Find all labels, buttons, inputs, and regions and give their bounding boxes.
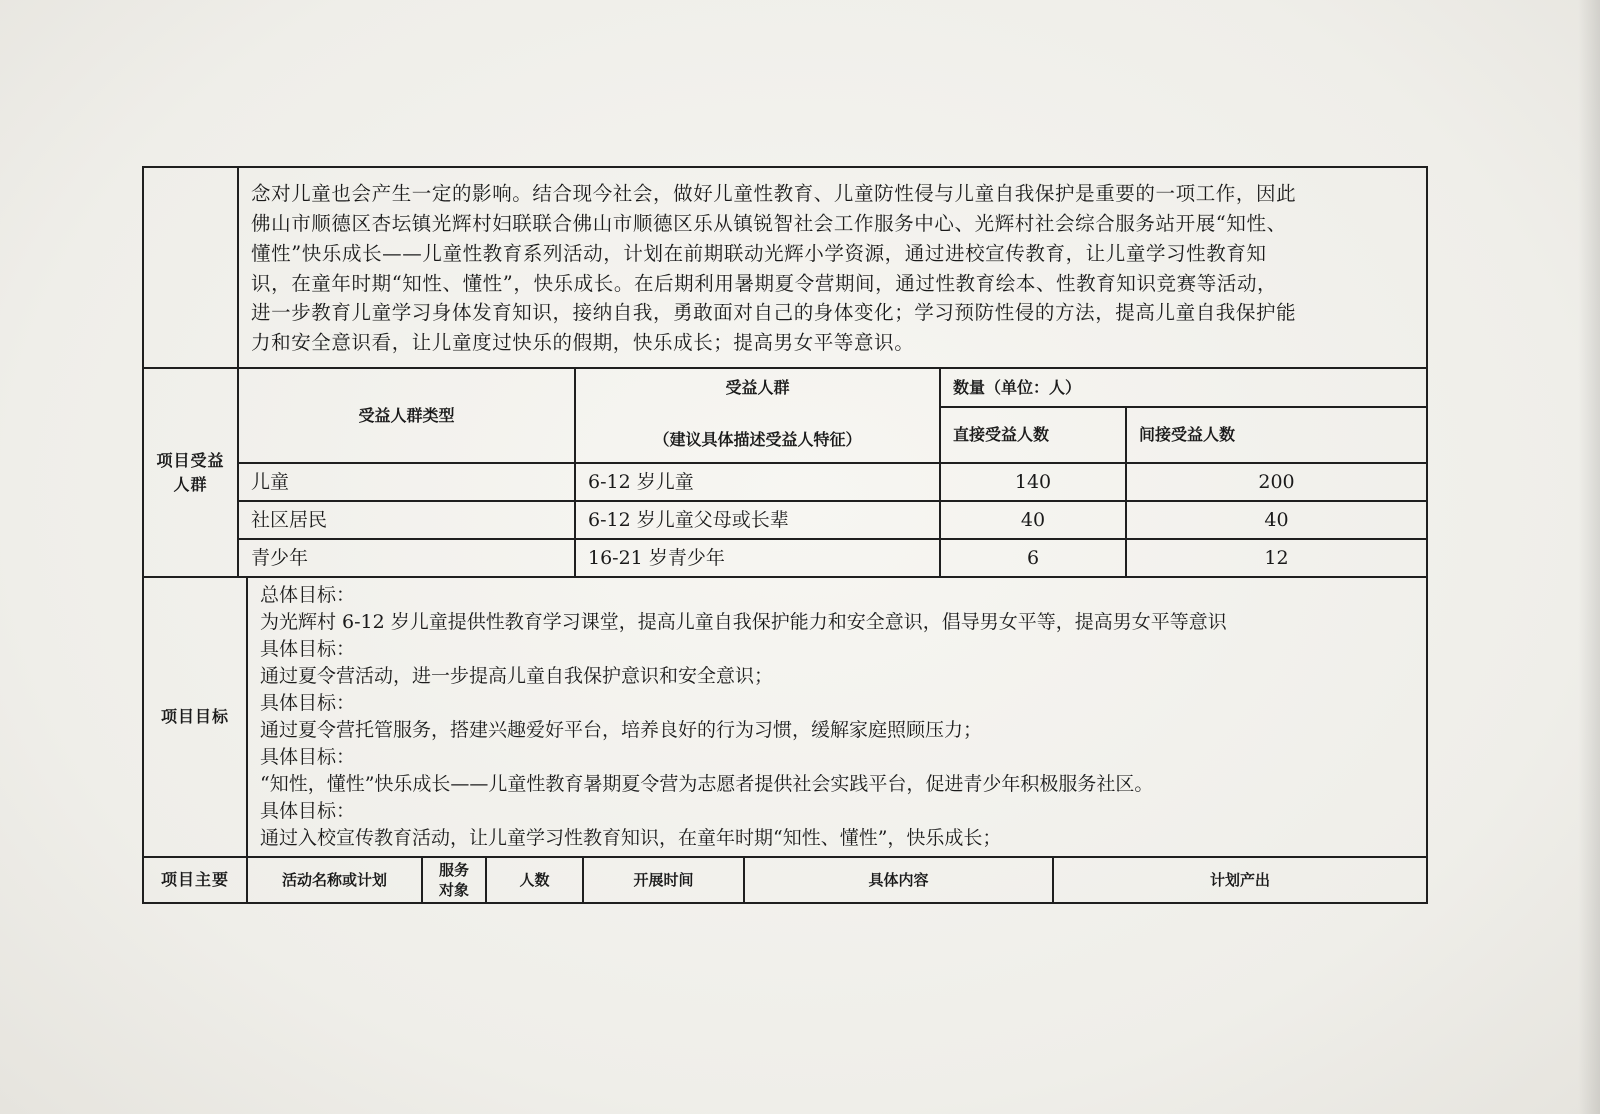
- beneficiary-direct: 140: [940, 463, 1126, 501]
- table-row: [143, 539, 1427, 577]
- beneficiary-indirect: 200: [1126, 463, 1427, 501]
- intro-paragraph: [238, 167, 1427, 368]
- col-header-quantity: 数量（单位：人）: [940, 368, 1427, 407]
- goal-line: 通过入校宣传教育活动，让儿童学习性教育知识，在童年时期“知性、懂性”，快乐成长；: [260, 827, 1002, 849]
- beneficiary-type: 儿童: [238, 463, 575, 501]
- beneficiary-desc: 6-12 岁儿童: [575, 463, 940, 501]
- beneficiary-type: 青少年: [238, 539, 575, 577]
- intro-line: 识，在童年时期“知性、懂性”，快乐成长。在后期利用暑期夏令营期间，通过性教育绘本、性教育知识竞赛等活动，: [251, 271, 1278, 295]
- col-header-content: 具体内容: [744, 857, 1053, 903]
- intro-line: 进一步教育儿童学习身体发育知识，接纳自我，勇敢面对自己的身体变化；学习预防性侵的方法，提高儿童自我保护能: [251, 301, 1297, 325]
- goal-line: 具体目标：: [260, 692, 356, 714]
- intro-line: 佛山市顺德区杏坛镇光辉村妇联联合佛山市顺德区乐从镇锐智社会工作服务中心、光辉村社会综合服务站开展“知性、: [251, 211, 1287, 235]
- beneficiary-indirect: 40: [1126, 501, 1427, 539]
- beneficiary-indirect: 12: [1126, 539, 1427, 577]
- beneficiary-type: 社区居民: [238, 501, 575, 539]
- activities-table: [142, 856, 1428, 904]
- goals-content: [247, 577, 1427, 857]
- col-header-output: 计划产出: [1053, 857, 1427, 903]
- project-form-sheet: [142, 166, 1428, 904]
- beneficiary-direct: 6: [940, 539, 1126, 577]
- intro-line: 念对儿童也会产生一定的影响。结合现今社会，做好儿童性教育、儿童防性侵与儿童自我保护是重要的一项工作，因此: [251, 182, 1297, 206]
- beneficiary-direct: 40: [940, 501, 1126, 539]
- table-row: [143, 501, 1427, 539]
- col-header-beneficiary-type: 受益人群类型: [238, 368, 575, 463]
- goal-line: 具体目标：: [260, 800, 356, 822]
- beneficiary-desc: 6-12 岁儿童父母或长辈: [575, 501, 940, 539]
- col-header-service-target: 服务 对象: [422, 857, 486, 903]
- goal-line: “知性，懂性”快乐成长——儿童性教育暑期夏令营为志愿者提供社会实践平台，促进青少年积极服务社区。: [260, 773, 1154, 795]
- intro-line: 力和安全意识看，让儿童度过快乐的假期，快乐成长；提高男女平等意识。: [251, 331, 915, 355]
- goal-line: 通过夏令营托管服务，搭建兴趣爱好平台，培养良好的行为习惯，缓解家庭照顾压力；: [260, 719, 983, 741]
- page-edge-shadow: [1578, 0, 1600, 1114]
- intro-label-cell: [143, 167, 238, 368]
- goal-line: 具体目标：: [260, 746, 356, 768]
- goal-line: 总体目标：: [260, 584, 356, 606]
- table-row: [143, 463, 1427, 501]
- col-header-time: 开展时间: [583, 857, 744, 903]
- col-header-direct: 直接受益人数: [940, 407, 1126, 463]
- col-header-count: 人数: [486, 857, 583, 903]
- activities-label: 项目主要: [143, 857, 247, 903]
- beneficiaries-table: [142, 367, 1428, 578]
- col-header-activity-name: 活动名称或计划: [247, 857, 422, 903]
- goals-label: 项目目标: [143, 577, 247, 857]
- goal-line: 具体目标：: [260, 638, 356, 660]
- col-header-beneficiary-group: 受益人群 （建议具体描述受益人特征）: [575, 368, 940, 463]
- goal-line: 为光辉村 6-12 岁儿童提供性教育学习课堂，提高儿童自我保护能力和安全意识，倡导男女平等，提高男女平等意识: [260, 611, 1227, 633]
- beneficiary-desc: 16-21 岁青少年: [575, 539, 940, 577]
- beneficiaries-label: 项目受益 人群: [143, 368, 238, 577]
- intro-line: 懂性”快乐成长——儿童性教育系列活动，计划在前期联动光辉小学资源，通过进校宣传教育，让儿童学习性教育知: [251, 241, 1267, 265]
- intro-table: [142, 166, 1428, 369]
- col-header-indirect: 间接受益人数: [1126, 407, 1427, 463]
- goal-line: 通过夏令营活动，进一步提高儿童自我保护意识和安全意识；: [260, 665, 774, 687]
- goals-table: [142, 576, 1428, 858]
